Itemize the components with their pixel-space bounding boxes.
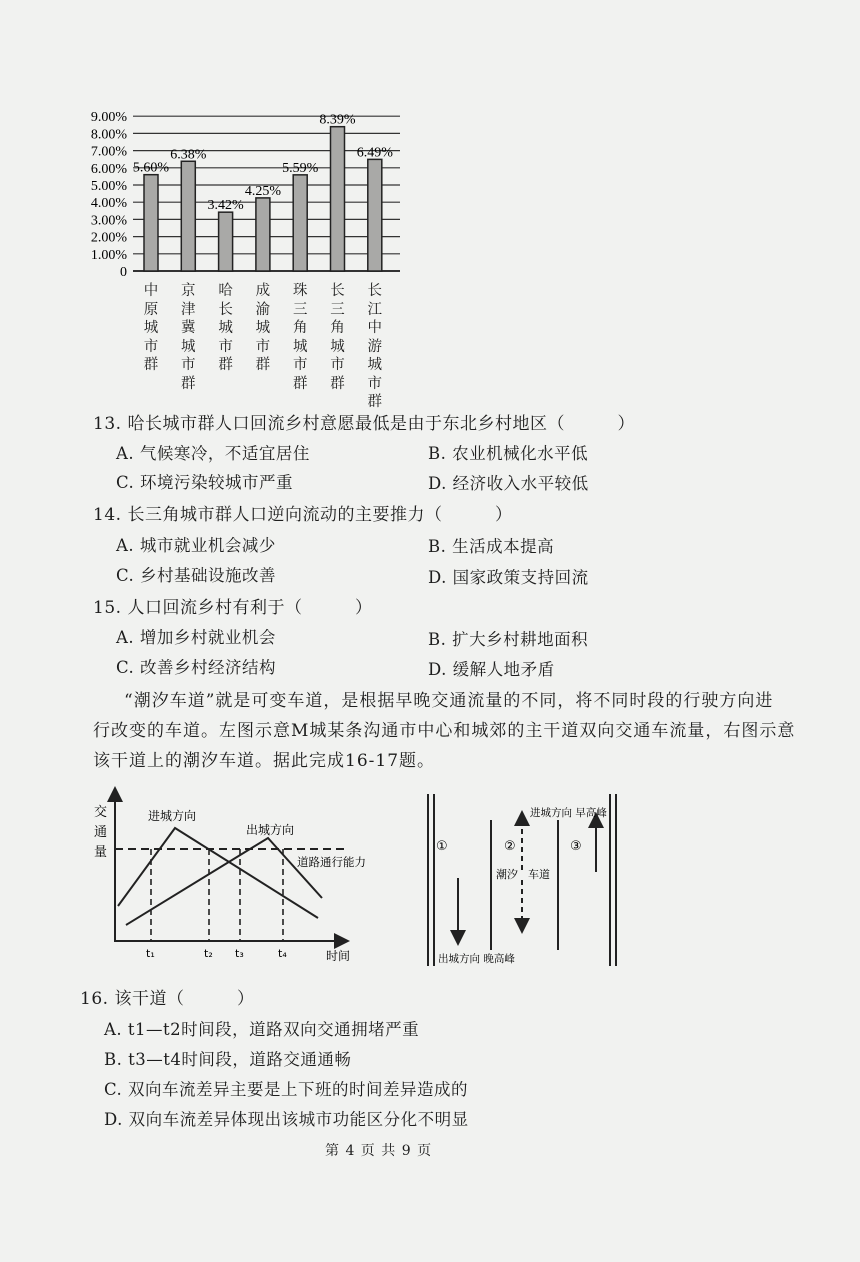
tick-t3: t₃ [235, 947, 244, 960]
category-label: 成渝城市群 [255, 283, 271, 373]
passage-line-2: 行改变的车道。左图示意M城某条沟通市中心和城郊的主干道双向交通车流量，右图示意 [93, 721, 796, 741]
bar [331, 127, 345, 271]
inbound-label: 进城方向 [148, 809, 197, 823]
outbound-label: 出城方向 [246, 823, 295, 837]
category-label: 京津冀城市群 [181, 283, 196, 392]
data-label: 8.39% [319, 112, 356, 128]
tidal-label-b: 车道 [528, 868, 550, 881]
q13-stem: 13. 哈长城市群人口回流乡村意愿最低是由于东北乡村地区（ ） [93, 414, 635, 434]
y-tick-label: 0 [120, 265, 127, 280]
category-label: 哈长城市群 [218, 283, 233, 373]
q15-stem: 15. 人口回流乡村有利于（ ） [93, 598, 373, 618]
y-label-char-3: 量 [94, 845, 108, 860]
q16-option-c: C. 双向车流差异主要是上下班的时间差异造成的 [104, 1080, 469, 1099]
q15-option-d: D. 缓解人地矛盾 [428, 660, 555, 679]
q14-option-b: B. 生活成本提高 [428, 537, 555, 556]
q14-stem: 14. 长三角城市群人口逆向流动的主要推力（ ） [93, 505, 513, 525]
bar-chart [0, 0, 860, 400]
data-label: 5.60% [132, 160, 170, 176]
tidal-label-a: 潮汐 [496, 868, 518, 881]
lane-3-number: ③ [570, 839, 582, 854]
y-tick-label: 4.00% [90, 196, 127, 212]
q13-option-d: D. 经济收入水平较低 [428, 474, 589, 493]
q14-option-a: A. 城市就业机会减少 [116, 536, 276, 555]
data-label: 6.38% [170, 147, 207, 163]
y-tick-label: 6.00% [90, 161, 127, 177]
data-label: 3.42% [207, 198, 244, 214]
lane-2-number: ② [504, 839, 516, 854]
tidal-lane-diagram [420, 780, 640, 980]
tick-t2: t₂ [204, 947, 213, 960]
q13-option-c: C. 环境污染较城市严重 [116, 473, 294, 492]
page-footer: 第 4 页 共 9 页 [325, 1143, 433, 1159]
passage-line-3: 该干道上的潮汐车道。据此完成16-17题。 [93, 751, 436, 771]
q14-option-d: D. 国家政策支持回流 [428, 568, 589, 587]
q15-option-c: C. 改善乡村经济结构 [116, 658, 277, 677]
lane-1-number: ① [436, 839, 448, 854]
y-tick-label: 2.00% [90, 230, 127, 246]
bar [219, 212, 233, 271]
data-label: 6.49% [356, 145, 393, 161]
category-label: 长江中游城市群 [367, 283, 383, 410]
q16-option-a: A. t1—t2时间段，道路双向交通拥堵严重 [104, 1020, 420, 1039]
q13-option-a: A. 气候寒冷，不适宜居住 [116, 444, 310, 463]
tick-t1: t₁ [146, 947, 155, 960]
q13-option-b: B. 农业机械化水平低 [428, 444, 589, 463]
bar [256, 198, 270, 271]
q15-option-b: B. 扩大乡村耕地面积 [428, 630, 589, 649]
data-label: 4.25% [244, 183, 281, 199]
outbound-flow-line [126, 838, 322, 925]
q16-option-b: B. t3—t4时间段，道路交通通畅 [104, 1050, 352, 1069]
category-label: 长三角城市群 [330, 283, 345, 392]
data-label: 5.59% [282, 160, 319, 176]
q14-option-c: C. 乡村基础设施改善 [116, 566, 277, 585]
q15-option-a: A. 增加乡村就业机会 [116, 628, 276, 647]
bar [368, 159, 382, 271]
y-tick-label: 1.00% [90, 247, 127, 263]
y-tick-label: 5.00% [90, 179, 127, 194]
q16-option-d: D. 双向车流差异体现出该城市功能区分化不明显 [104, 1110, 469, 1129]
bar [181, 161, 195, 271]
passage-line-1: “潮汐车道”就是可变车道，是根据早晚交通流量的不同，将不同时段的行驶方向进 [124, 691, 774, 711]
q16-stem: 16. 该干道（ ） [80, 989, 255, 1009]
x-label: 时间 [326, 949, 351, 963]
y-tick-label: 9.00% [90, 110, 127, 126]
inbound-label: 进城方向 早高峰 [530, 807, 607, 819]
y-tick-label: 7.00% [90, 144, 127, 160]
traffic-flow-chart [0, 780, 420, 980]
y-label-char-1: 交 [94, 805, 108, 820]
capacity-label: 道路通行能力 [297, 855, 366, 869]
bar [293, 175, 307, 271]
outbound-label: 出城方向 晚高峰 [438, 953, 515, 965]
tick-t4: t₄ [278, 947, 287, 960]
y-label-char-2: 通 [94, 825, 108, 840]
inbound-flow-line [118, 828, 318, 918]
y-tick-label: 8.00% [90, 127, 127, 143]
bar [144, 175, 158, 271]
y-tick-label: 3.00% [90, 213, 127, 229]
category-label: 珠三角城市群 [292, 283, 308, 392]
category-label: 中原城市群 [143, 283, 159, 373]
